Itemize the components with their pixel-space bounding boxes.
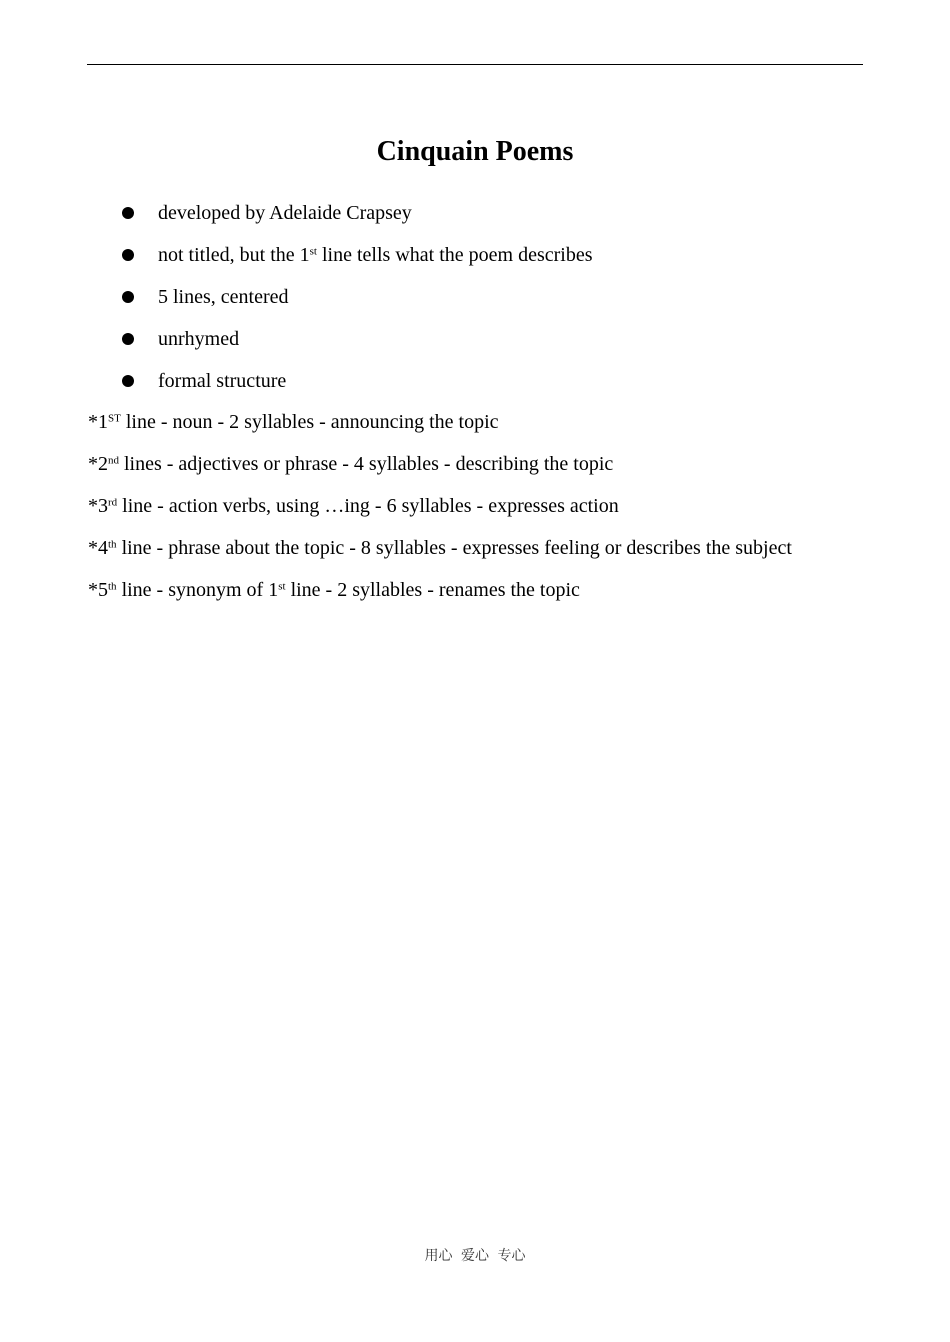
bullet-text [158,241,592,269]
bullet-text: developed by Adelaide Crapsey [158,202,412,224]
line-number: *5 [88,579,108,601]
bullet-icon [122,375,134,387]
ordinal-suffix: th [108,580,117,593]
line-description: line - phrase about the topic - 8 syllables - expresses feeling or describes the subject [116,537,792,559]
ordinal-suffix: st [309,245,317,258]
structure-line-4 [88,534,792,576]
line-description: line - synonym of 1 [116,579,279,601]
bullet-text-end: line tells what the poem describes [317,244,593,266]
header-rule [87,64,863,65]
structure-line-3 [88,492,792,534]
bullet-text: formal structure [158,370,287,392]
line-description: lines - adjectives or phrase - 4 syllables - describing the topic [119,453,614,475]
bullet-icon [122,291,134,303]
ordinal-suffix: rd [108,496,118,509]
bullet-text: unrhymed [158,328,240,350]
ordinal-suffix: th [108,538,117,551]
ordinal-suffix: st [278,580,286,593]
structure-lines [88,408,792,618]
line-number: *2 [88,453,108,475]
line-description: line - noun - 2 syllables - announcing the topic [120,411,499,433]
ordinal-suffix: nd [108,454,119,467]
line-number: *3 [88,495,108,517]
structure-line-1 [88,408,792,450]
page-title: Cinquain Poems [376,136,574,167]
bullet-icon [122,249,134,261]
structure-line-2 [88,450,792,492]
line-number: *4 [88,537,108,559]
bullet-icon [122,333,134,345]
bullet-text: 5 lines, centered [158,286,289,308]
line-description-end: line - 2 syllables - renames the topic [285,579,580,601]
bullet-text-start: not titled, but the 1 [158,244,310,266]
bullet-icon [122,207,134,219]
line-number: *1 [88,411,108,433]
ordinal-suffix: ST [108,412,121,425]
line-description: line - action verbs, using …ing - 6 syllables - expresses action [117,495,619,517]
page-footer: 用心 爱心 专心 [424,1248,526,1264]
structure-line-5 [88,576,792,618]
